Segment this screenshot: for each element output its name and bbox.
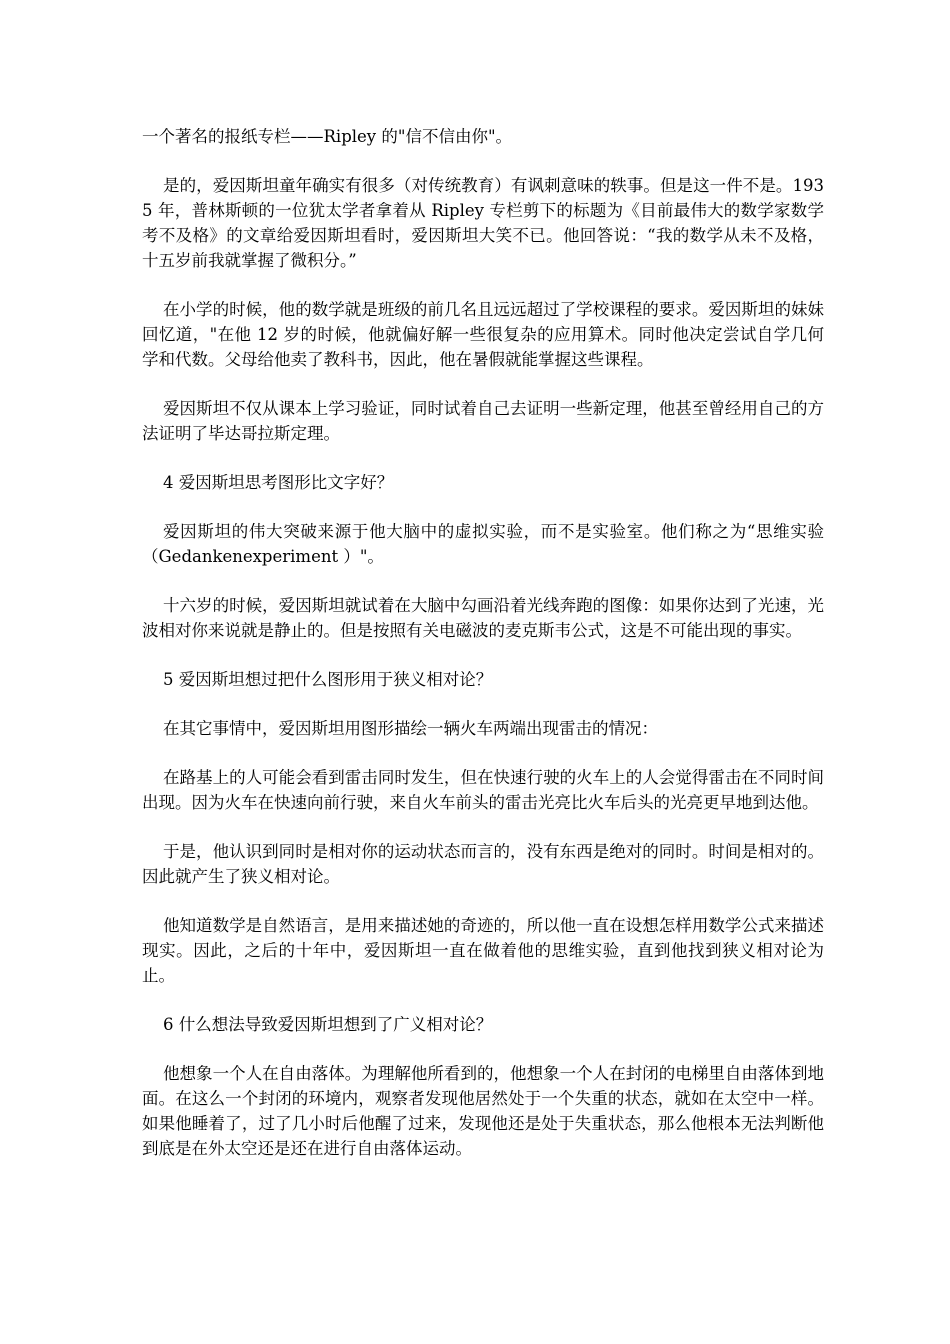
paragraph: 一个著名的报纸专栏——Ripley 的"信不信由你"。 bbox=[142, 127, 513, 146]
paragraph: 于是，他认识到同时是相对你的运动状态而言的，没有东西是绝对的同时。时间是相对的。因此就产生了狭义相对论。 bbox=[142, 842, 824, 886]
paragraph: 他想象一个人在自由落体。为理解他所看到的，他想象一个人在封闭的电梯里自由落体到地面。在这么一个封闭的环境内，观察者发现他居然处于一个失重的状态，就如在太空中一样。如果他睡着了，过了几小时后他醒了过来，发现他还是处于失重状态，那么他根本无法判断他到底是在外太空还是还在进行自由落体运动。 bbox=[142, 1064, 824, 1158]
paragraph: 十六岁的时候，爱因斯坦就试着在大脑中勾画沿着光线奔跑的图像：如果你达到了光速，光波相对你来说就是静止的。但是按照有关电磁波的麦克斯韦公式，这是不可能出现的事实。 bbox=[142, 596, 824, 640]
paragraph: 爱因斯坦不仅从课本上学习验证，同时试着自己去证明一些新定理，他甚至曾经用自己的方法证明了毕达哥拉斯定理。 bbox=[142, 399, 824, 443]
paragraph: 爱因斯坦的伟大突破来源于他大脑中的虚拟实验，而不是实验室。他们称之为“思维实验（Gedankenexperiment ）"。 bbox=[142, 522, 824, 566]
section-heading: 5 爱因斯坦想过把什么图形用于狭义相对论？ bbox=[163, 670, 493, 689]
document-page bbox=[142, 124, 824, 1185]
paragraph: 在路基上的人可能会看到雷击同时发生，但在快速行驶的火车上的人会觉得雷击在不同时间出现。因为火车在快速向前行驶，来自火车前头的雷击光亮比火车后头的光亮更早地到达他。 bbox=[142, 768, 824, 812]
section-heading: 4 爱因斯坦思考图形比文字好？ bbox=[163, 473, 394, 492]
section-heading: 6 什么想法导致爱因斯坦想到了广义相对论？ bbox=[163, 1015, 493, 1034]
paragraph: 在其它事情中，爱因斯坦用图形描绘一辆火车两端出现雷击的情况： bbox=[163, 719, 658, 738]
paragraph: 在小学的时候，他的数学就是班级的前几名且远远超过了学校课程的要求。爱因斯坦的妹妹回忆道，"在他 12 岁的时候，他就偏好解一些很复杂的应用算术。同时他决定尝试自学几何学和代数。父母给他卖了教科书，因此，他在暑假就能掌握这些课程。 bbox=[142, 300, 824, 369]
paragraph: 是的，爱因斯坦童年确实有很多（对传统教育）有讽刺意味的轶事。但是这一件不是。1935 年，普林斯顿的一位犹太学者拿着从 Ripley 专栏剪下的标题为《目前最伟大的数学家数学考不及格》的文章给爱因斯坦看时，爱因斯坦大笑不已。他回答说：“我的数学从未不及格，十五岁前我就掌握了微积分。” bbox=[142, 176, 824, 270]
paragraph: 他知道数学是自然语言，是用来描述她的奇迹的，所以他一直在设想怎样用数学公式来描述现实。因此，之后的十年中，爱因斯坦一直在做着他的思维实验，直到他找到狭义相对论为止。 bbox=[142, 916, 824, 985]
